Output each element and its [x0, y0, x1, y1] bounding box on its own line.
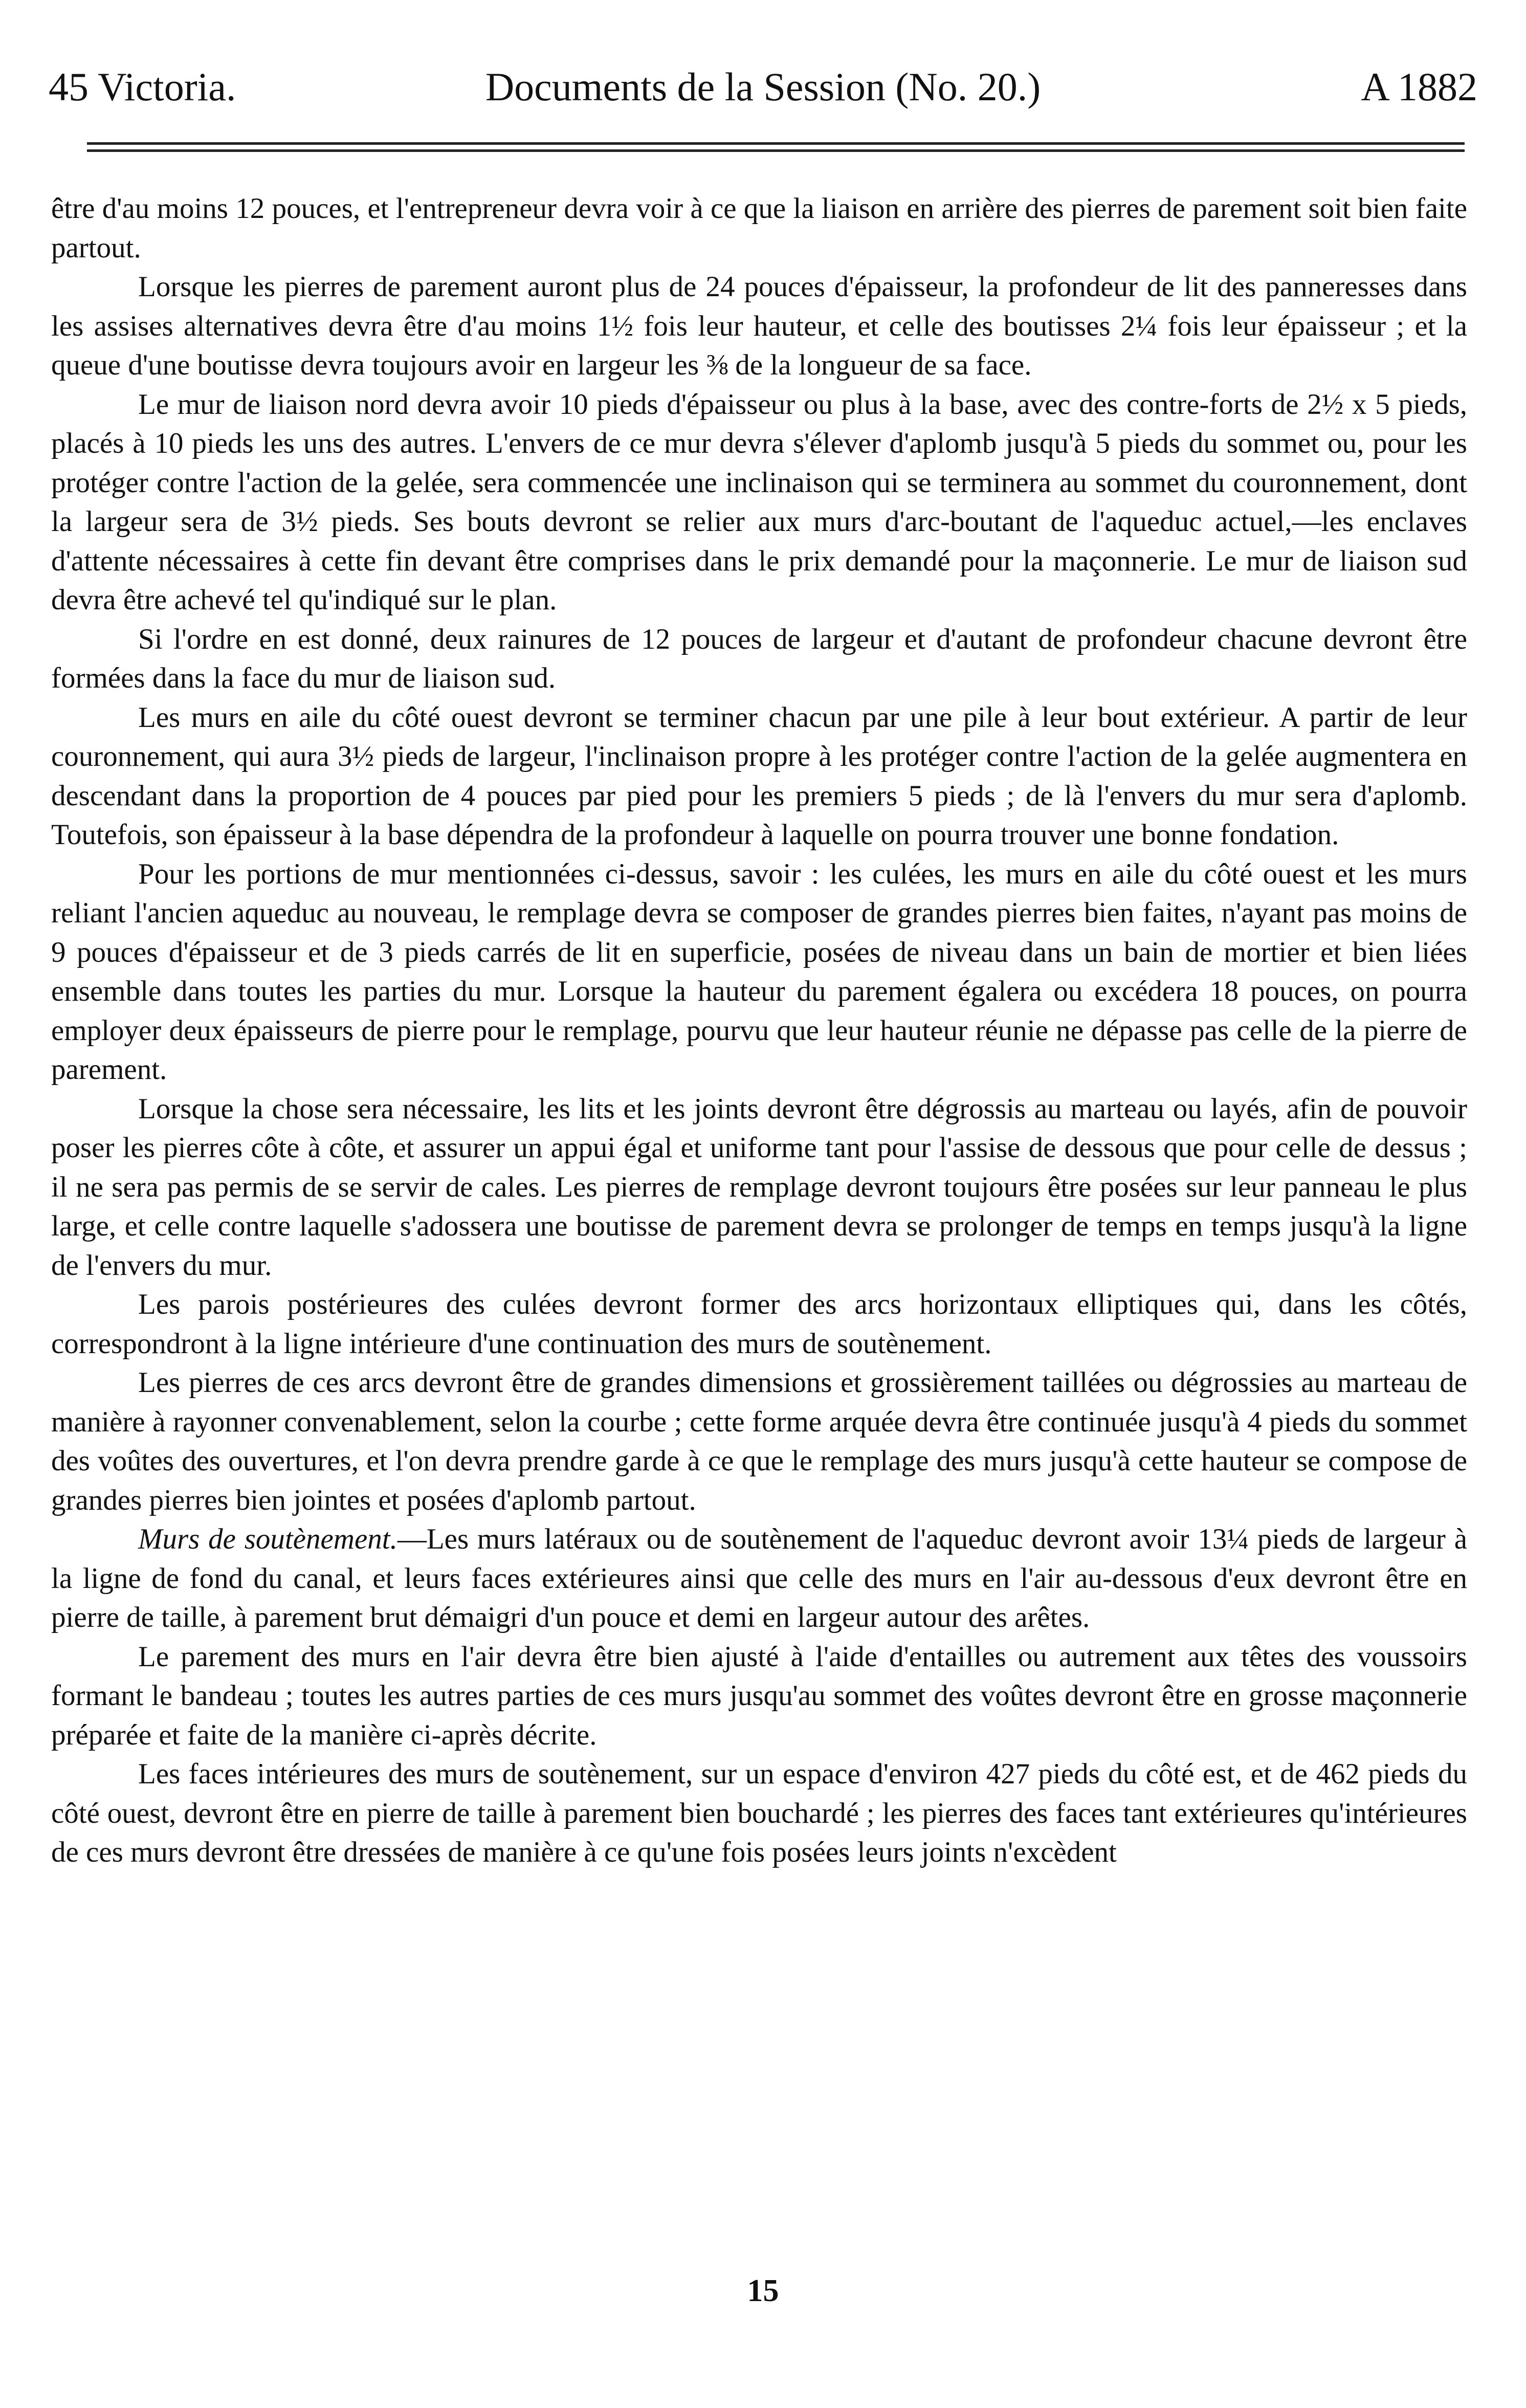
paragraph-10 [51, 1520, 1467, 1638]
body-text [51, 189, 1467, 1872]
paragraph-9: Les pierres de ces arcs devront être de grandes dimensions et grossièrement taillées ou dégrossies au marteau de manière à rayonner convenablement, selon la courbe ; cette forme arquée devra être continuée jusqu'à 4 pieds du sommet des voûtes des ouvertures, et l'on devra prendre garde à ce que le remplage des murs jusqu'à cette hauteur se compose de grandes pierres bien jointes et posées d'aplomb partout. [51, 1366, 1467, 1516]
paragraph-4: Si l'ordre en est donné, deux rainures de 12 pouces de largeur et d'autant de profondeur chacune devront être formées dans la face du mur de liaison sud. [51, 623, 1467, 694]
paragraph-8: Les parois postérieures des culées devront former des arcs horizontaux elliptiques qui, dans les côtés, correspondront à la ligne intérieure d'une continuation des murs de soutènement. [51, 1288, 1467, 1360]
paragraph-2: Lorsque les pierres de parement auront plus de 24 pouces d'épaisseur, la profondeur de lit des panneresses dans les assises alternatives devra être d'au moins 1½ fois leur hauteur, et celle des boutisses 2¼ fois leur épaisseur ; et la queue d'une boutisse devra toujours avoir en largeur les ⅜ de la longueur de sa face. [51, 271, 1467, 381]
paragraph-12: Les faces intérieures des murs de soutènement, sur un espace d'environ 427 pieds du côté est, et de 462 pieds du côté ouest, devront être en pierre de taille à parement bien bouchardé ; les pierres des faces tant extérieures qu'intérieures de ces murs devront être dressées de manière à ce qu'une fois posées leurs joints n'excèdent [51, 1758, 1467, 1868]
paragraph-11: Le parement des murs en l'air devra être bien ajusté à l'aide d'entailles ou autrement aux têtes des voussoirs formant le bandeau ; toutes les autres parties de ces murs jusqu'au sommet des voûtes devront être en grosse maçonnerie préparée et faite de la manière ci-après décrite. [51, 1640, 1467, 1751]
header-title: Documents de la Session (No. 20.) [485, 64, 1041, 109]
paragraph-1: être d'au moins 12 pouces, et l'entrepreneur devra voir à ce que la liaison en arrière des pierres de parement soit bien faite partout. [51, 192, 1467, 264]
page-number: 15 [747, 2273, 779, 2308]
section-heading-murs-de-soutenement: Murs de soutènement. [138, 1523, 397, 1555]
header-rule-bottom [87, 149, 1465, 152]
paragraph-7: Lorsque la chose sera nécessaire, les lits et les joints devront être dégrossis au marteau ou layés, afin de pouvoir poser les pierres côte à côte, et assurer un appui égal et uniforme tant pour l'assise de dessous que pour celle de dessus ; il ne sera pas permis de se servir de cales. Les pierres de remplage devront toujours être posées sur leur panneau le plus large, et celle contre laquelle s'adossera une boutisse de parement devra se prolonger de temps en temps jusqu'à la ligne de l'envers du mur. [51, 1092, 1467, 1282]
paragraph-5: Les murs en aile du côté ouest devront se terminer chacun par une pile à leur bout extérieur. A partir de leur couronnement, qui aura 3½ pieds de largeur, l'inclinaison propre à les protéger contre l'action de la gelée augmentera en descendant dans la proportion de 4 pouces par pied pour les premiers 5 pieds ; de là l'envers du mur sera d'aplomb. Toutefois, son épaisseur à la base dépendra de la profondeur à laquelle on pourra trouver une bonne fondation. [51, 701, 1467, 851]
paragraph-6: Pour les portions de mur mentionnées ci-dessus, savoir : les culées, les murs en aile du côté ouest et les murs reliant l'ancien aqueduc au nouveau, le remplage devra se composer de grandes pierres bien faites, n'ayant pas moins de 9 pouces d'épaisseur et de 3 pieds carrés de lit en superficie, posées de niveau dans un bain de mortier et bien liées ensemble dans toutes les parties du mur. Lorsque la hauteur du parement égalera ou excédera 18 pouces, on pourra employer deux épaisseurs de pierre pour le remplage, pourvu que leur hauteur réunie ne dépasse pas celle de la pierre de parement. [51, 857, 1467, 1086]
header-right: A 1882 [1361, 64, 1477, 109]
paragraph-3: Le mur de liaison nord devra avoir 10 pieds d'épaisseur ou plus à la base, avec des contre-forts de 2½ x 5 pieds, placés à 10 pieds les uns des autres. L'envers de ce mur devra s'élever d'aplomb jusqu'à 5 pieds du sommet ou, pour les protéger contre l'action de la gelée, sera commencée une inclinaison qui se terminera au sommet du couronnement, dont la largeur sera de 3½ pieds. Ses bouts devront se relier aux murs d'arc-boutant de l'aqueduc actuel,—les enclaves d'attente nécessaires à cette fin devant être comprises dans le prix demandé pour la maçonnerie. Le mur de liaison sud devra être achevé tel qu'indiqué sur le plan. [51, 388, 1467, 616]
paragraph-10-text: —Les murs latéraux ou de soutènement de l'aqueduc devront avoir 13¼ pieds de largeur à la ligne de fond du canal, et leurs faces extérieures ainsi que celle des murs en l'air au-dessous d'eux devront être en pierre de taille, à parement brut démaigri d'un pouce et demi en largeur autour des arêtes. [51, 1523, 1467, 1633]
running-header [49, 49, 1477, 125]
header-left: 45 Victoria. [49, 64, 236, 109]
header-rule-top [87, 142, 1465, 145]
